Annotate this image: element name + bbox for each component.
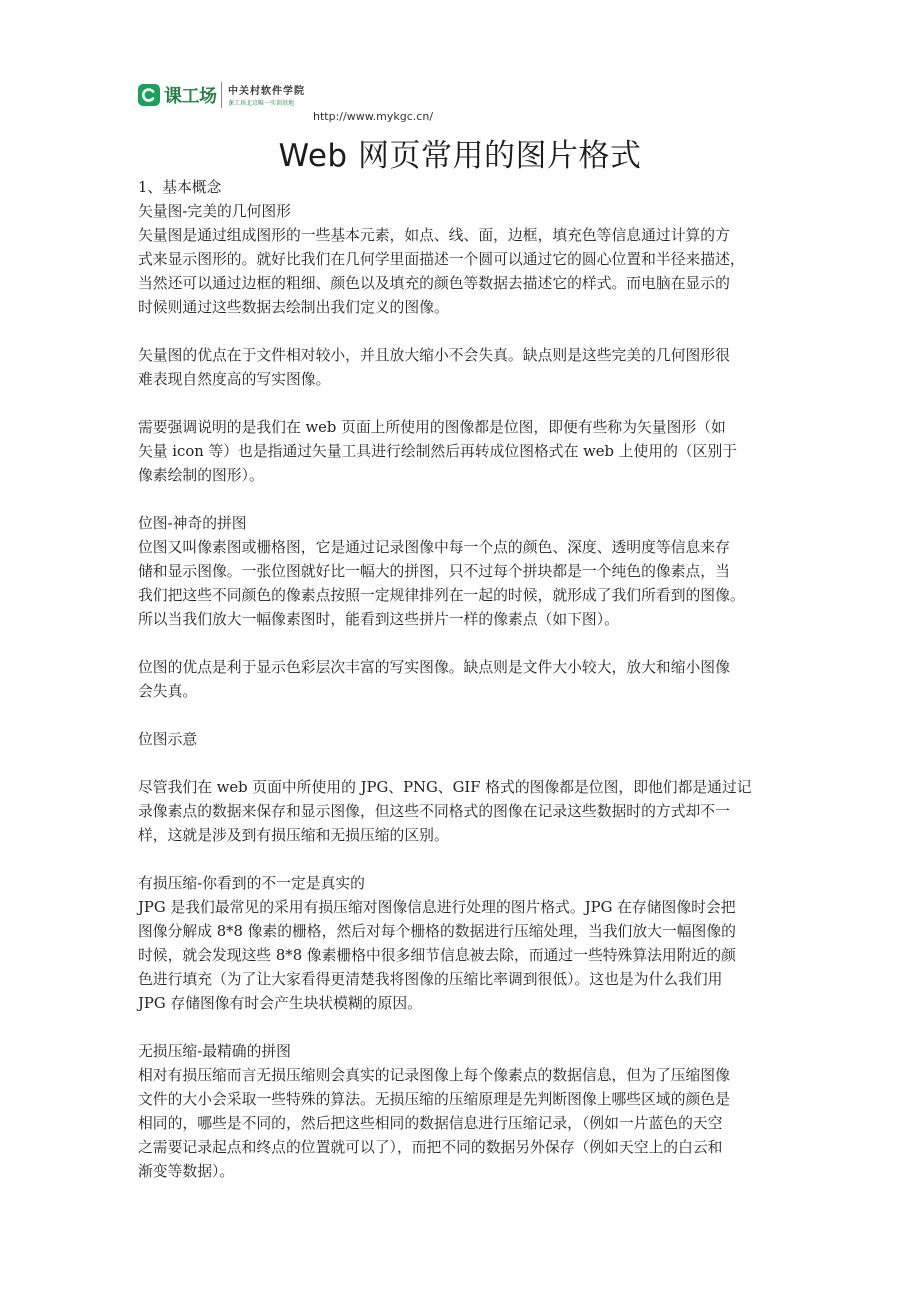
document-body xyxy=(138,176,788,1184)
header-url: http://www.mykgc.cn/ xyxy=(313,110,434,123)
body-line: 色进行填充（为了让大家看得更清楚我将图像的压缩比率调到很低）。这也是为什么我们用 xyxy=(138,971,723,988)
blank-line xyxy=(138,320,788,344)
body-line: 相对有损压缩而言无损压缩则会真实的记录图像上每个像素点的数据信息，但为了压缩图像 xyxy=(138,1067,730,1084)
logo-slogan: 课工场北京唯一实训基地 xyxy=(228,100,295,107)
body-line: 矢量 icon 等）也是指通过矢量工具进行绘制然后再转成位图格式在 web 上使用的（区别于 xyxy=(138,443,738,460)
body-line: 矢量图的优点在于文件相对较小，并且放大缩小不会失真。缺点则是这些完美的几何图形很 xyxy=(138,347,730,364)
body-line: 位图-神奇的拼图 xyxy=(138,515,247,532)
blank-line xyxy=(138,632,788,656)
logo-school-name: 中关村软件学院 xyxy=(228,86,305,97)
body-line: JPG 是我们最常见的采用有损压缩对图像信息进行处理的图片格式。JPG 在存储图像时会把 xyxy=(138,899,736,916)
body-line: 文件的大小会采取一些特殊的算法。无损压缩的压缩原理是先判断图像上哪些区域的颜色是 xyxy=(138,1091,730,1108)
body-line: 1、基本概念 xyxy=(138,179,222,196)
body-line: 位图又叫像素图或栅格图，它是通过记录图像中每一个点的颜色、深度、透明度等信息来存 xyxy=(138,539,730,556)
body-line: 尽管我们在 web 页面中所使用的 JPG、PNG、GIF 格式的图像都是位图，即他们都是通过记 xyxy=(138,779,752,796)
body-line: 需要强调说明的是我们在 web 页面上所使用的图像都是位图，即便有些称为矢量图形（如 xyxy=(138,419,726,436)
blank-line xyxy=(138,704,788,728)
body-line: 无损压缩-最精确的拼图 xyxy=(138,1043,291,1060)
body-line: 像素绘制的图形）。 xyxy=(138,467,264,484)
body-line: 我们把这些不同颜色的像素点按照一定规律排列在一起的时候，就形成了我们所看到的图像。 xyxy=(138,587,745,604)
logo-divider xyxy=(221,82,222,108)
body-line: 录像素点的数据来保存和显示图像，但这些不同格式的图像在记录这些数据时的方式却不一 xyxy=(138,803,730,820)
blank-line xyxy=(138,752,788,776)
body-line: 时候则通过这些数据去绘制出我们定义的图像。 xyxy=(138,299,449,316)
kgc-logo-icon xyxy=(138,84,160,106)
body-line: 式来显示图形的。就好比我们在几何学里面描述一个圆可以通过它的圆心位置和半径来描述， xyxy=(138,251,745,268)
body-line: 所以当我们放大一幅像素图时，能看到这些拼片一样的像素点（如下图）。 xyxy=(138,611,619,628)
body-line: 图像分解成 8*8 像素的栅格，然后对每个栅格的数据进行压缩处理，当我们放大一幅图像的 xyxy=(138,923,736,940)
body-line: 当然还可以通过边框的粗细、颜色以及填充的颜色等数据去描述它的样式。而电脑在显示的 xyxy=(138,275,730,292)
document-title: Web 网页常用的图片格式 xyxy=(278,138,642,174)
blank-line xyxy=(138,1016,788,1040)
body-line: 有损压缩-你看到的不一定是真实的 xyxy=(138,875,365,892)
body-line: 相同的，哪些是不同的，然后把这些相同的数据信息进行压缩记录，（例如一片蓝色的天空 xyxy=(138,1115,723,1132)
body-line: 位图的优点是利于显示色彩层次丰富的写实图像。缺点则是文件大小较大，放大和缩小图像 xyxy=(138,659,730,676)
body-line: 时候，就会发现这些 8*8 像素栅格中很多细节信息被去除，而通过一些特殊算法用附近的颜 xyxy=(138,947,736,964)
body-line: 储和显示图像。一张位图就好比一幅大的拼图，只不过每个拼块都是一个纯色的像素点，当 xyxy=(138,563,730,580)
logo-name: 课工场 xyxy=(164,86,217,107)
body-line: 矢量图-完美的几何图形 xyxy=(138,203,291,220)
body-line: 会失真。 xyxy=(138,683,198,700)
body-line: 难表现自然度高的写实图像。 xyxy=(138,371,331,388)
body-line: 位图示意 xyxy=(138,731,198,748)
blank-line xyxy=(138,488,788,512)
body-line: 渐变等数据）。 xyxy=(138,1163,235,1180)
body-line: 矢量图是通过组成图形的一些基本元素，如点、线、面，边框，填充色等信息通过计算的方 xyxy=(138,227,730,244)
body-line: JPG 存储图像有时会产生块状模糊的原因。 xyxy=(138,995,422,1012)
blank-line xyxy=(138,392,788,416)
body-line: 之需要记录起点和终点的位置就可以了），而把不同的数据另外保存（例如天空上的白云和 xyxy=(138,1139,723,1156)
body-line: 样，这就是涉及到有损压缩和无损压缩的区别。 xyxy=(138,827,449,844)
blank-line xyxy=(138,848,788,872)
